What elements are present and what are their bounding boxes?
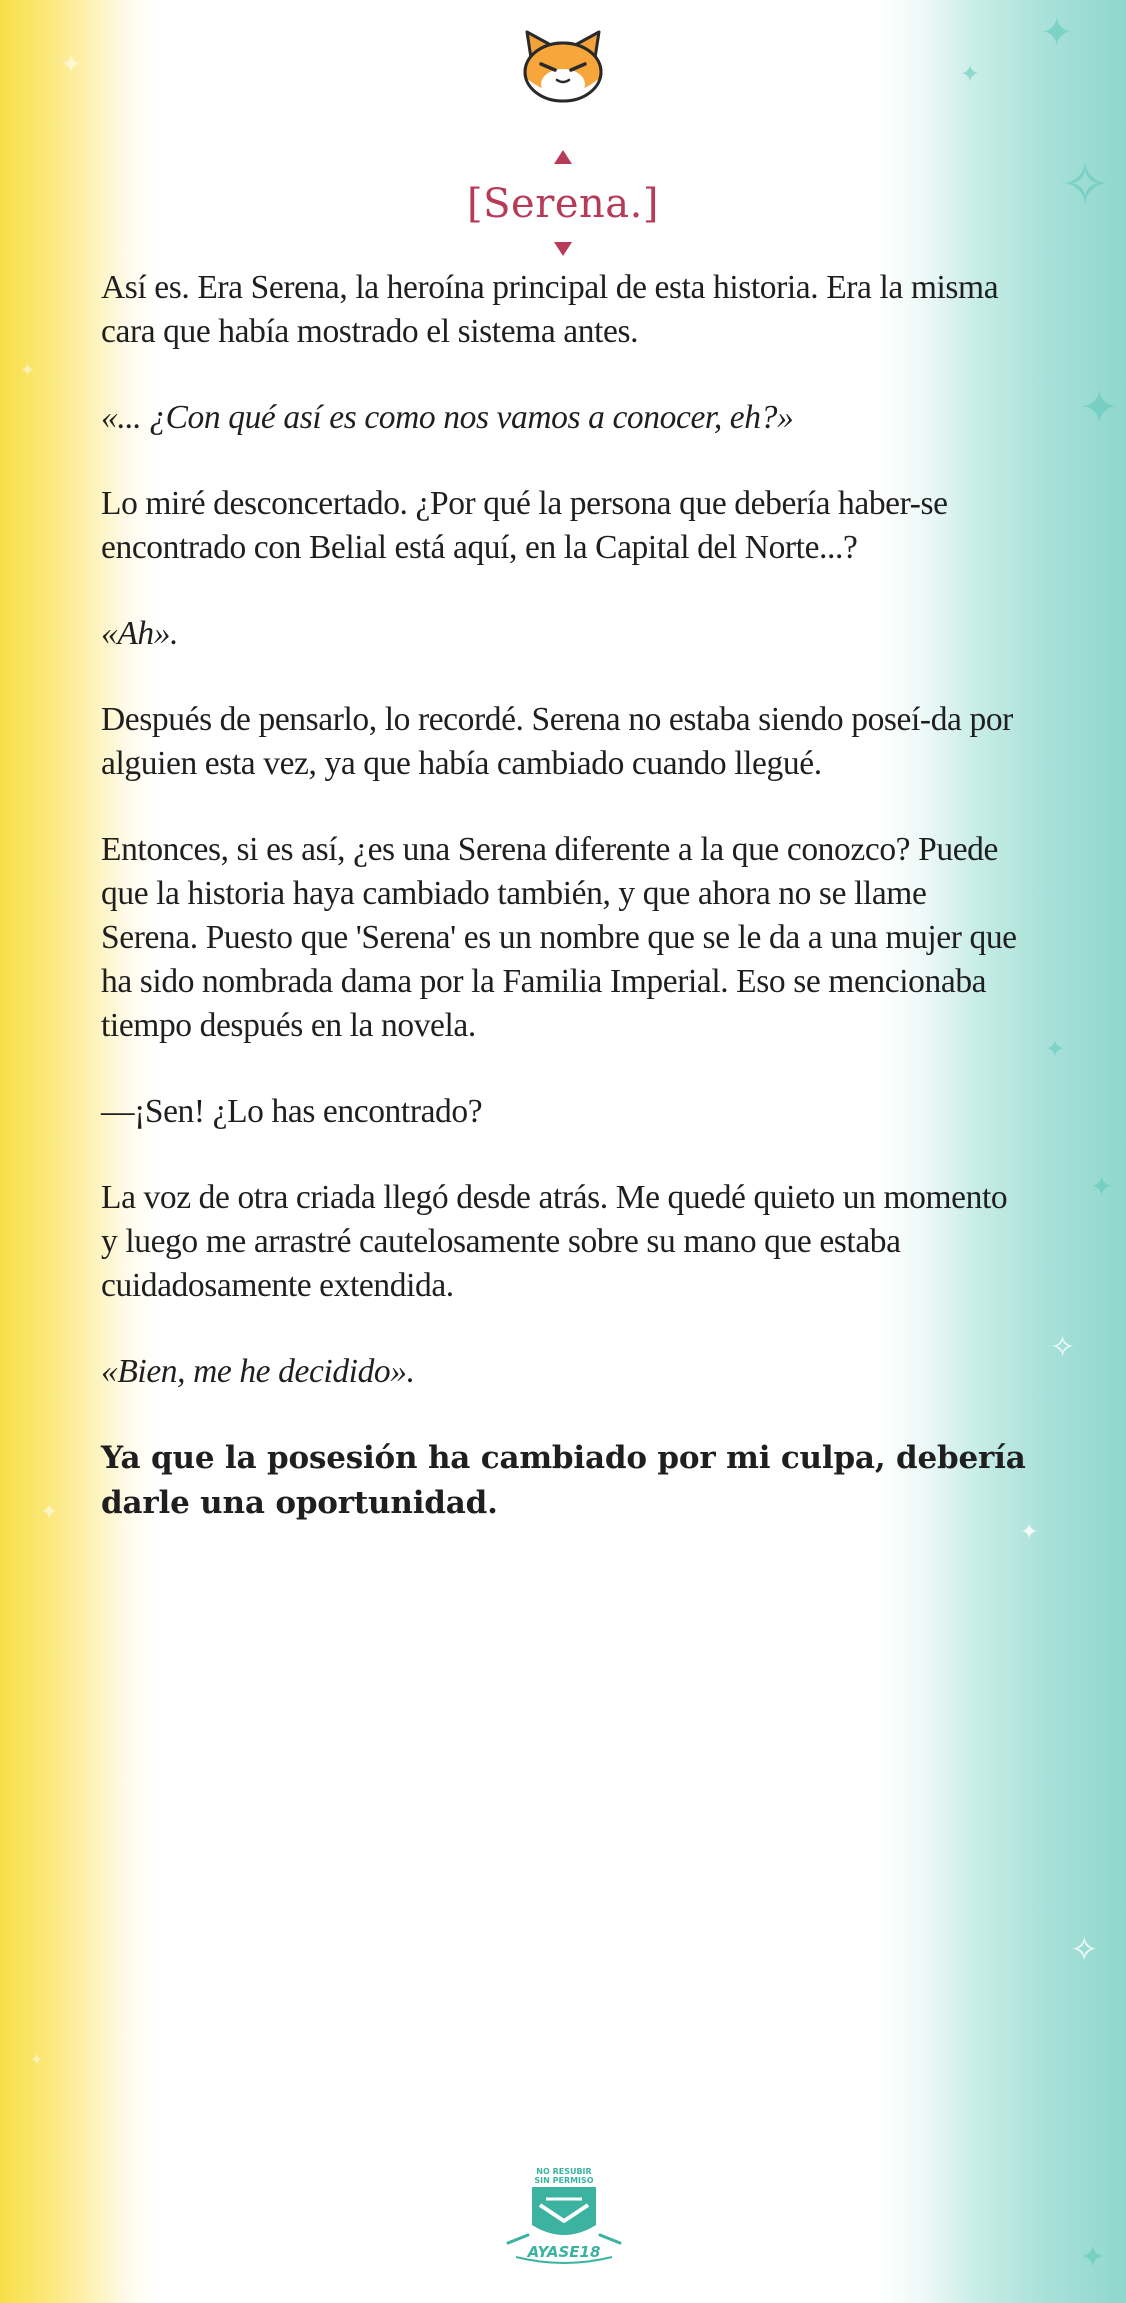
paragraph: Después de pensarlo, lo recordé. Serena no estaba siendo poseí-da por alguien esta vez, ya que había cambiado cuando llegué. [101,701,1013,782]
paragraph-thought: «Ah». [101,615,179,652]
sparkle-icon: ✦ [1090,1170,1114,1203]
paragraph-thought: «Bien, me he decidido». [101,1353,415,1390]
paragraph: La voz de otra criada llegó desde atrás. Me quedé quieto un momento y luego me arrastré cautelosamente sobre su mano que estaba cuidadosamente extendida. [101,1179,1008,1304]
sparkle-icon: ✦ [40,1500,59,1525]
sparkle-icon: ✦ [1080,380,1119,434]
sparkle-icon: ✧ [1060,150,1111,220]
watermark-name: AYASE18 [527,2243,601,2261]
paragraph-emphasis: Ya que la posesión ha cambiado por mi culpa, debería darle una oportunidad. [101,1440,1026,1521]
sparkle-icon: ✦ [60,50,82,80]
paragraph: Entonces, si es así, ¿es una Serena diferente a la que conozco? Puede que la historia haya cambiado también, y que ahora no se llame Serena. Puesto que 'Serena' es un nombre que se le da a una mujer que ha sido nombrada dama por la Familia Imperial. Eso se mencionaba tiempo después en la novela. [101,831,1017,1044]
watermark-sub-text: SIN PERMISO [534,2176,594,2185]
triangle-down-icon [554,242,572,256]
sparkle-icon: ✧ [1070,1930,1099,1970]
chapter-title: [Serena.] [467,181,659,227]
sparkle-icon: ✦ [1020,1520,1039,1545]
paragraph: Así es. Era Serena, la heroína principal de esta historia. Era la misma cara que había mostrado el sistema antes. [101,269,999,350]
paragraph: Lo miré desconcertado. ¿Por qué la persona que debería haber-se encontrado con Belial está aquí, en la Capital del Norte...? [101,485,948,566]
sparkle-icon: ✦ [1040,10,1074,56]
sparkle-icon: ✦ [1080,2240,1106,2275]
chapter-header [0,150,1126,256]
watermark-top-text: NO RESUBIR [536,2167,592,2176]
sparkle-icon: ✧ [1050,1330,1076,1365]
watermark-logo [494,2165,634,2269]
paragraph-dialogue: —¡Sen! ¿Lo has encontrado? [101,1093,483,1130]
paragraph-thought: «... ¿Con qué así es como nos vamos a conocer, eh?» [101,399,794,436]
angry-hamster-icon [519,28,607,104]
sparkle-icon: ✦ [30,2050,44,2069]
sparkle-icon: ✦ [1045,1035,1066,1063]
triangle-up-icon [554,150,572,164]
story-text [101,266,1031,1568]
sparkle-icon: ✦ [20,360,36,381]
sparkle-icon: ✦ [960,60,981,88]
